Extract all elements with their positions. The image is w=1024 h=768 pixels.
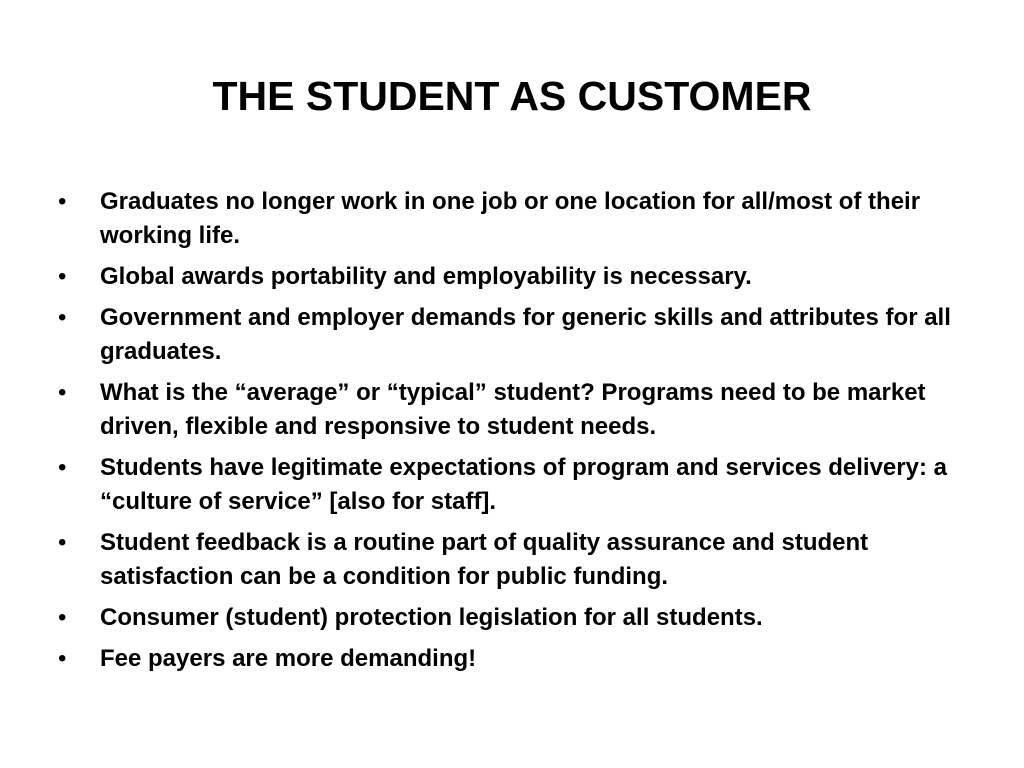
bullet-item [58,301,978,369]
bullet-text: Global awards portability and employability is necessary. [100,263,752,290]
bullet-text: Graduates no longer work in one job or one location for all/most of their working life. [100,188,921,249]
bullet-text: What is the “average” or “typical” student? Programs need to be market driven, flexible and responsive to student needs. [100,379,926,440]
bullet-icon: • [58,263,67,290]
bullet-icon: • [58,604,67,631]
bullet-item [58,451,978,519]
bullet-list [58,185,978,683]
bullet-text: Student feedback is a routine part of quality assurance and student satisfaction can be a condition for public funding. [100,529,869,590]
bullet-icon: • [58,379,67,406]
bullet-text: Government and employer demands for generic skills and attributes for all graduates. [100,304,951,365]
bullet-item [58,185,978,253]
bullet-icon: • [58,529,67,556]
bullet-icon: • [58,304,67,331]
slide-title: THE STUDENT AS CUSTOMER [212,73,812,119]
bullet-text: Students have legitimate expectations of program and services delivery: a “culture of service” [also for staff]. [100,454,947,515]
bullet-text: Consumer (student) protection legislation for all students. [100,604,763,631]
bullet-item [58,260,978,294]
bullet-text: Fee payers are more demanding! [100,645,477,672]
bullet-item [58,601,978,635]
bullet-icon: • [58,454,67,481]
bullet-item [58,376,978,444]
bullet-icon: • [58,188,67,215]
bullet-icon: • [58,645,67,672]
bullet-item [58,526,978,594]
bullet-item [58,642,978,676]
